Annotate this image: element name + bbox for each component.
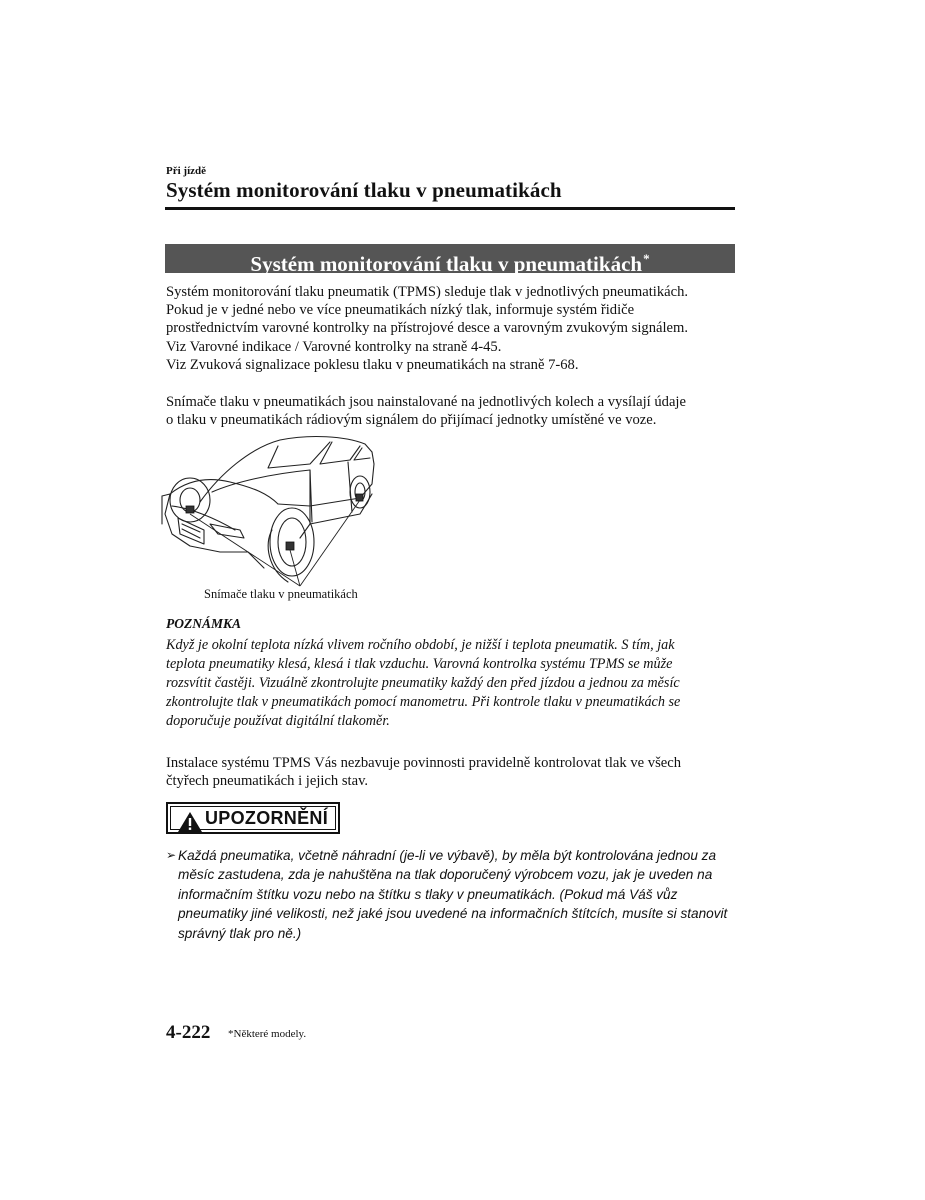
warning-box-inner: [170, 806, 336, 830]
warning-triangle-icon: [177, 811, 203, 833]
warning-line: správný tlak pro ně.): [178, 925, 302, 941]
note-line: rozsvítit častěji. Vizuálně zkontrolujte pneumatiky každý den před jízdou a jednou za měsíc: [166, 675, 680, 691]
installation-line: Instalace systému TPMS Vás nezbavuje povinnosti pravidelně kontrolovat tlak ve všech: [166, 755, 681, 771]
intro-paragraph: [166, 283, 736, 374]
warning-bullet-list: [166, 846, 746, 943]
installation-paragraph: [166, 754, 736, 790]
footnote: *Některé modely.: [228, 1028, 307, 1040]
installation-line: čtyřech pneumatikách i jejich stav.: [166, 773, 369, 790]
warning-line: informačním štítku vozu nebo na štítku s tlaky v pneumatikách. (Pokud má Váš vůz: [178, 886, 678, 902]
note-paragraph: [166, 636, 736, 731]
sensors-paragraph: [166, 393, 736, 429]
warning-label: UPOZORNĚNÍ: [205, 808, 329, 828]
warning-line: měsíc zastudena, zda je nahuštěna na tlak doporučený výrobcem vozu, jak je uveden na: [178, 867, 713, 883]
figure-caption: Snímače tlaku v pneumatikách: [204, 587, 358, 601]
section-heading-band: [165, 244, 735, 276]
intro-line: Viz Varovné indikace / Varovné kontrolky na straně 4-45.: [166, 338, 502, 355]
section-label: Při jízdě: [166, 165, 207, 177]
note-line: teplota pneumatiky klesá, klesá i tlak vzduchu. Varovná kontrolka systému TPMS se může: [166, 656, 673, 672]
intro-line: Pokud je v jedné nebo ve více pneumatikách nízký tlak, informuje systém řidiče: [166, 302, 635, 319]
note-line: doporučuje používat digitální tlakoměr.: [166, 713, 390, 729]
footnote-marker: *: [643, 251, 650, 266]
section-heading: Systém monitorování tlaku v pneumatikách: [250, 252, 643, 276]
title-divider: [165, 207, 735, 210]
warning-line: Každá pneumatika, včetně náhradní (je-li ve výbavě), by měla být kontrolována jednou za: [178, 848, 717, 863]
page-number: 4-222: [166, 1022, 211, 1043]
intro-line: prostřednictvím varovné kontrolky na přístrojové desce a varovným zvukovým signálem.: [166, 320, 689, 337]
intro-line: Viz Zvuková signalizace poklesu tlaku v pneumatikách na straně 7-68.: [166, 356, 579, 373]
warning-line: pneumatiky jiné velikosti, než jaké jsou uvedené na informačních štítcích, musíte si stanovit: [178, 906, 728, 922]
warning-bullet-item: [166, 846, 746, 865]
intro-line: Systém monitorování tlaku pneumatik (TPMS) sleduje tlak v jednotlivých pneumatikách.: [166, 284, 689, 300]
sensors-line: o tlaku v pneumatikách rádiovým signálem do přijímací jednotky umístěné ve voze.: [166, 412, 657, 429]
page-title: Systém monitorování tlaku v pneumatikách: [166, 178, 562, 202]
bullet-arrow-icon: ➢: [166, 848, 177, 862]
warning-box: [166, 802, 340, 834]
car-tpms-illustration: [160, 434, 392, 604]
note-heading: POZNÁMKA: [166, 616, 242, 631]
note-line: zkontrolujte tlak v pneumatikách pomocí manometru. Při kontrole tlaku v pneumatikách se: [166, 694, 681, 710]
sensors-line: Snímače tlaku v pneumatikách jsou nainstalované na jednotlivých kolech a vysílají údaje: [166, 394, 686, 410]
note-line: Když je okolní teplota nízká vlivem ročního období, je nižší i teplota pneumatik. S tím, jak: [166, 637, 675, 653]
